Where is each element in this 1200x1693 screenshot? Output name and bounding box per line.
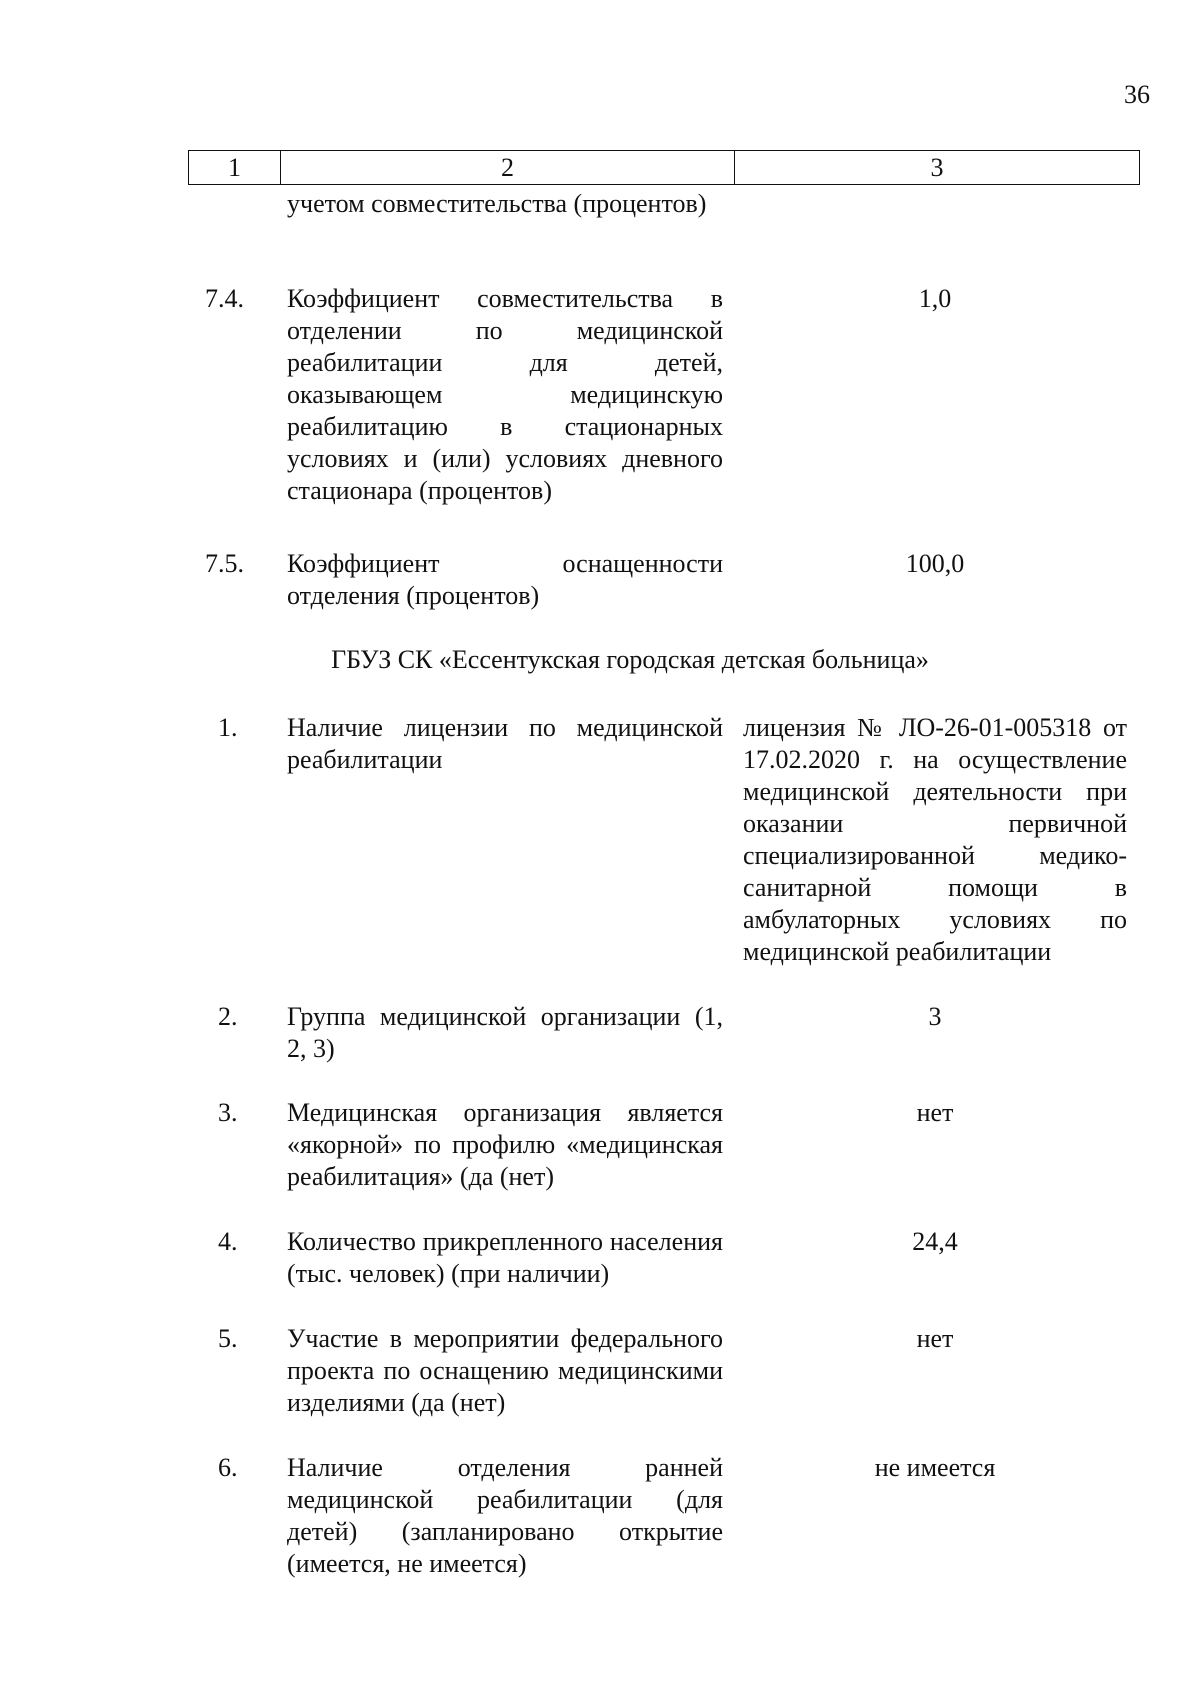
row-number: 7.5. bbox=[205, 549, 244, 578]
row-number: 2. bbox=[218, 1002, 238, 1031]
row-number: 3. bbox=[218, 1098, 238, 1127]
row-description: Наличие отделения ранней медицинской реабилитации (для детей) (запланировано открытие (имеется, не имеется) bbox=[287, 1453, 723, 1578]
section-title: ГБУЗ СК «Ессентукская городская детская больница» bbox=[331, 645, 929, 674]
row-value: 3 bbox=[928, 1002, 942, 1031]
row-value: не имеется bbox=[874, 1453, 996, 1482]
row-number: 7.4. bbox=[205, 284, 244, 313]
header-col-1: 1 bbox=[189, 151, 281, 184]
row-description: Коэффициент оснащенности отделения (процентов) bbox=[287, 549, 723, 610]
page-number: 36 bbox=[1124, 80, 1150, 109]
row-description: Наличие лицензии по медицинской реабилитации bbox=[287, 713, 723, 774]
row-description: Группа медицинской организации (1, 2, 3) bbox=[287, 1002, 723, 1063]
row-value: 24,4 bbox=[912, 1227, 958, 1256]
row-description: Коэффициент совместительства в отделении по медицинской реабилитации для детей, оказывающем медицинскую реабилитацию в стационарных условиях и (или) условиях дневного стационара (процентов) bbox=[287, 284, 723, 505]
row-description: Участие в мероприятии федерального проекта по оснащению медицинскими изделиями (да (нет) bbox=[287, 1324, 723, 1417]
row-description: Количество прикрепленного населения (тыс. человек) (при наличии) bbox=[287, 1227, 723, 1288]
header-col-2: 2 bbox=[281, 151, 735, 184]
row-value: лицензия № ЛО-26-01-005318 от 17.02.2020 г. на осуществление медицинской деятельности при оказании первичной специализированной медико-санитарной помощи в амбулаторных условиях по медицинской реабилитации bbox=[743, 713, 1127, 966]
row-description: учетом совместительства (процентов) bbox=[287, 189, 707, 218]
row-value: нет bbox=[916, 1324, 954, 1353]
row-description: Медицинская организация является «якорной» по профилю «медицинская реабилитация» (да (нет) bbox=[287, 1098, 723, 1191]
row-number: 1. bbox=[218, 713, 238, 742]
row-value: 1,0 bbox=[918, 284, 952, 313]
table-header bbox=[188, 150, 1140, 185]
row-number: 4. bbox=[218, 1227, 238, 1256]
row-number: 6. bbox=[218, 1453, 238, 1482]
row-value: 100,0 bbox=[905, 549, 965, 578]
row-number: 5. bbox=[218, 1324, 238, 1353]
header-col-3: 3 bbox=[930, 153, 944, 182]
row-value: нет bbox=[916, 1098, 954, 1127]
